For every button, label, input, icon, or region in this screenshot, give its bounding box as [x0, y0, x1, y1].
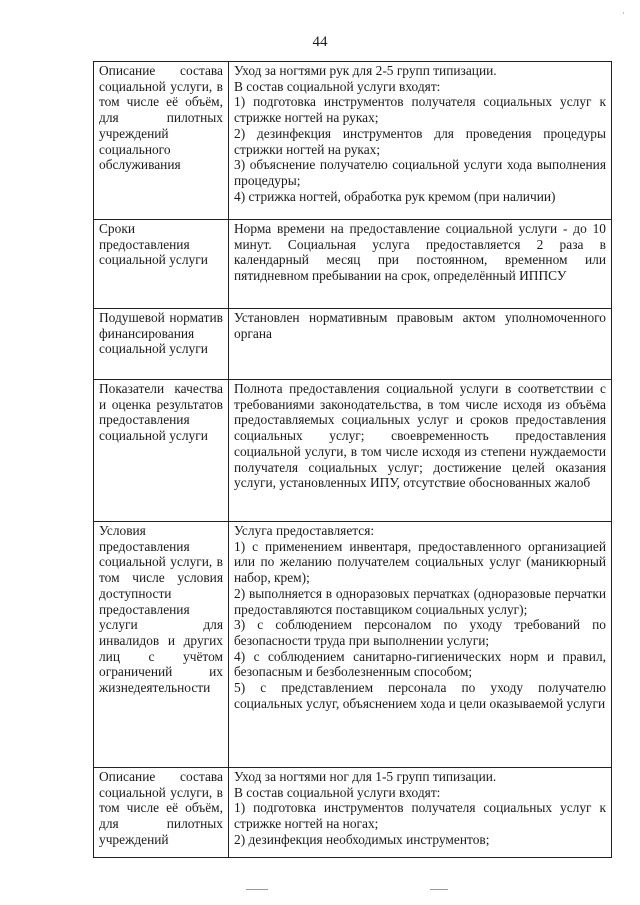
scan-artifact-marks — [0, 889, 640, 895]
scan-corner-mark: · — [622, 8, 625, 18]
content-line: В состав социальной услуги входят: — [234, 784, 441, 800]
content-line: В состав социальной услуги входят: — [234, 78, 441, 94]
content-line: 2) дезинфекция необходимых инструментов; — [234, 831, 490, 847]
content-line: Уход за ногтями ног для 1-5 групп типизации. — [234, 769, 497, 784]
row-label: Описание состава социальной услуги, в том числе её объём, для пилотных учреждений — [94, 768, 229, 858]
row-label: Сроки предоставления социальной услуги — [94, 220, 229, 309]
content-line: 2) выполняется в одноразовых перчатках (одноразовые перчатки предоставляются поставщиком социальных услуг); — [234, 585, 606, 617]
row-label: Показатели качества и оценка результатов предоставления социальной услуги — [94, 380, 229, 522]
table-row — [94, 220, 612, 309]
content-line: 3) с соблюдением персоналом по уходу требований по безопасности труда при выполнении услуги; — [234, 617, 606, 648]
row-content — [229, 220, 612, 309]
content-line: Норма времени на предоставление социальной услуги - до 10 минут. Социальная услуга предоставляется 2 раза в календарный месяц при постоянном, временном или пятидневном пребывании на срок, определённый ИППСУ — [234, 221, 606, 284]
table-row — [94, 309, 612, 380]
content-line: 1) с применением инвентаря, предоставленного организацией или по желанию получателем социальных услуг (маникюрный набор, крем); — [234, 538, 606, 586]
row-content — [229, 768, 612, 858]
content-line: 1) подготовка инструментов получателя социальных услуг к стрижке ногтей на ногах; — [234, 800, 606, 832]
content-line: 3) объяснение получателю социальной услуги хода выполнения процедуры; — [234, 157, 606, 188]
content-line: 4) с соблюдением санитарно-гигиенических норм и правил, безопасным и безболезненным способом; — [234, 648, 606, 680]
page-number: 44 — [312, 34, 328, 50]
table-row — [94, 380, 612, 522]
content-line: Полнота предоставления социальной услуги в соответствии с требованиями законодательства, в том числе исходя из объёма предоставляемых социальных услуг и сроков предоставления социальных услуг; своевременность предоставления социальной услуги, в том числе исходя из степени нуждаемости получателя социальных услуг; достижение целей оказания услуги, установленных ИПУ, отсутствие обоснованных жалоб — [234, 381, 606, 491]
content-line: 1) подготовка инструментов получателя социальных услуг к стрижке ногтей на руках; — [234, 94, 606, 126]
table-row — [94, 522, 612, 768]
content-line: Установлен нормативным правовым актом уполномоченного органа — [234, 310, 606, 341]
content-line: 5) с представлением персонала по уходу получателю социальных услуг, объяснением хода и цели оказываемой услуги — [234, 680, 606, 711]
table-row — [94, 62, 612, 220]
row-label: Подушевой норматив финансирования социальной услуги — [94, 309, 229, 380]
row-label: Описание состава социальной услуги, в том числе её объём, для пилотных учреждений социального обслуживания — [94, 62, 229, 220]
content-line: Уход за ногтями рук для 2-5 групп типизации. — [234, 63, 497, 78]
service-description-table — [93, 61, 612, 858]
table-row — [94, 768, 612, 858]
content-line: Услуга предоставляется: — [234, 523, 375, 538]
content-line: 4) стрижка ногтей, обработка рук кремом (при наличии) — [234, 188, 556, 204]
row-content — [229, 380, 612, 522]
row-content — [229, 522, 612, 768]
row-content — [229, 62, 612, 220]
content-line: 2) дезинфекция инструментов для проведения процедуры стрижки ногтей на руках; — [234, 125, 606, 157]
row-label: Условия предоставления социальной услуги, в том числе условия доступности предоставления услуги для инвалидов и других лиц с учётом ограничений их жизнедеятельности — [94, 522, 229, 768]
row-content — [229, 309, 612, 380]
